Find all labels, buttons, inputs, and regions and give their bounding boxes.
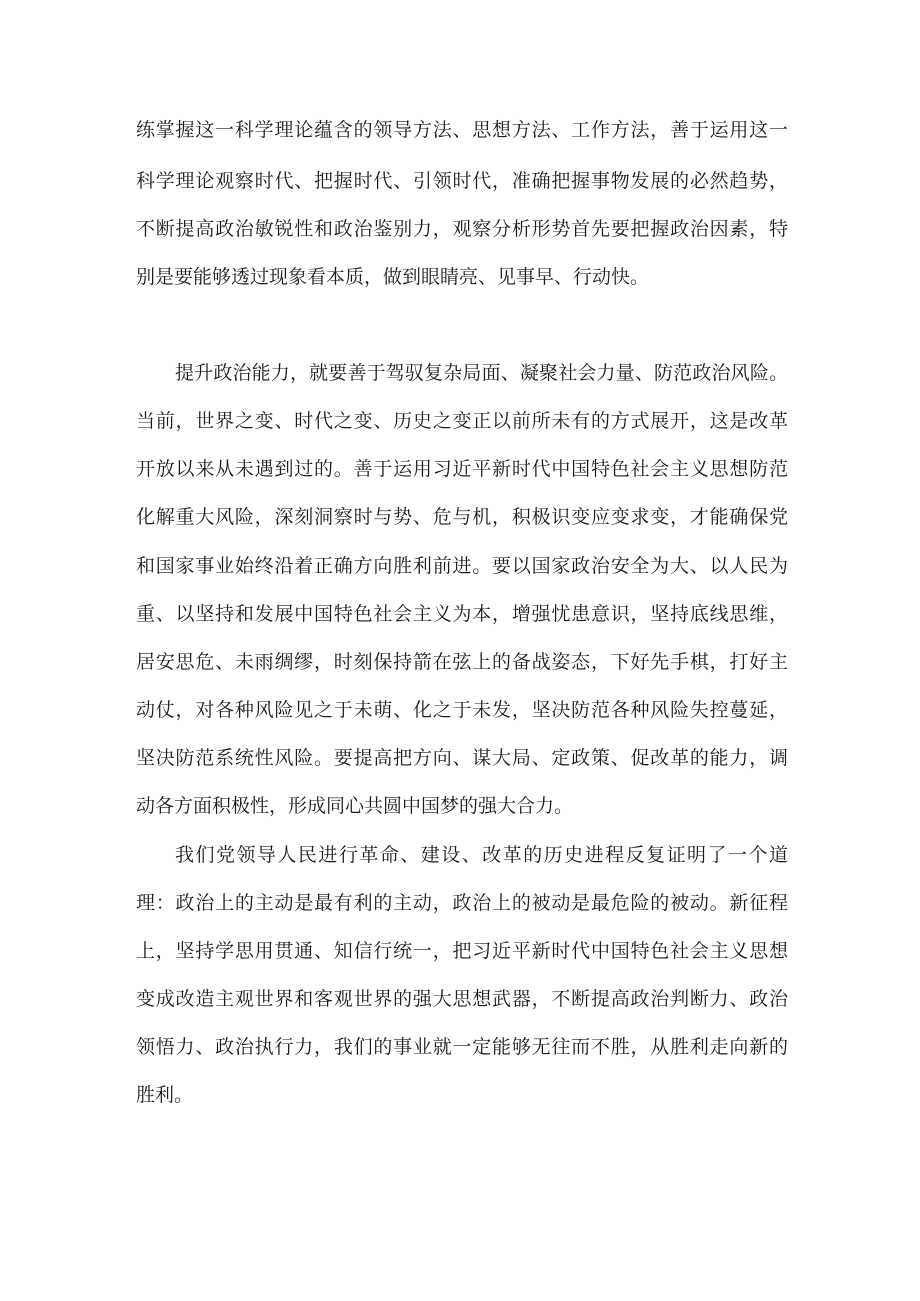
text-line: 和国家事业始终沿着正确方向胜利前进。要以国家政治安全为大、以人民为 [136,555,788,577]
text-line: 我们党领导人民进行革命、建设、改革的历史进程反复证明了一个道 [175,844,788,866]
text-line: 别是要能够透过现象看本质，做到眼睛亮、见事早、行动快。 [136,266,650,288]
text-line: 坚决防范系统性风险。要提高把方向、谋大局、定政策、促改革的能力，调 [136,747,788,769]
text-line: 变成改造主观世界和客观世界的强大思想武器，不断提高政治判断力、政治 [136,988,788,1010]
text-line: 胜利。 [136,1084,194,1106]
text-line: 动各方面积极性，形成同心共圆中国梦的强大合力。 [136,795,574,817]
text-line: 理：政治上的主动是最有利的主动，政治上的被动是最危险的被动。新征程 [136,892,788,914]
text-line: 上，坚持学思用贯通、知信行统一，把习近平新时代中国特色社会主义思想 [136,940,788,962]
text-line: 动仗，对各种风险见之于未萌、化之于未发，坚决防范各种风险失控蔓延， [136,699,788,721]
text-line: 练掌握这一科学理论蕴含的领导方法、思想方法、工作方法，善于运用这一 [136,119,788,141]
text-line: 当前，世界之变、时代之变、历史之变正以前所未有的方式展开，这是改革 [136,410,788,432]
text-line: 不断提高政治敏锐性和政治鉴别力，观察分析形势首先要把握政治因素，特 [136,218,788,240]
text-line: 提升政治能力，就要善于驾驭复杂局面、凝聚社会力量、防范政治风险。 [175,362,788,384]
text-line: 重、以坚持和发展中国特色社会主义为本，增强忧患意识，坚持底线思维， [136,603,788,625]
text-line: 化解重大风险，深刻洞察时与势、危与机，积极识变应变求变，才能确保党 [136,506,788,528]
text-line: 领悟力、政治执行力，我们的事业就一定能够无往而不胜，从胜利走向新的 [136,1036,788,1058]
text-line: 科学理论观察时代、把握时代、引领时代，准确把握事物发展的必然趋势， [136,170,788,192]
text-line: 开放以来从未遇到过的。善于运用习近平新时代中国特色社会主义思想防范 [136,458,788,480]
text-line: 居安思危、未雨绸缪，时刻保持箭在弦上的备战姿态，下好先手棋，打好主 [136,651,788,673]
